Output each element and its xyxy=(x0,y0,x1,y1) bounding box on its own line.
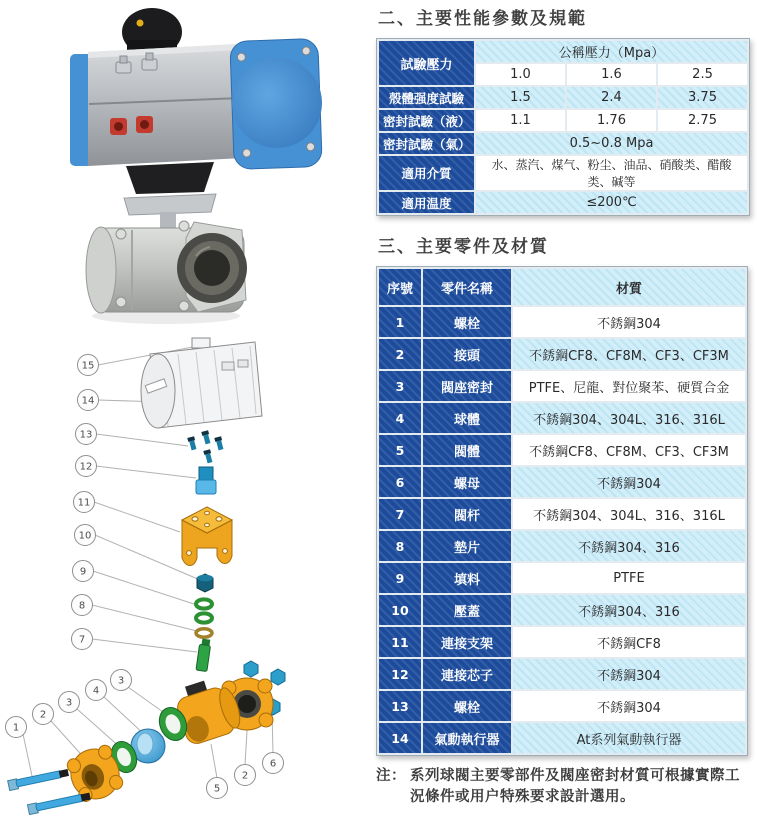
table-row xyxy=(379,627,745,657)
footnote xyxy=(376,766,748,808)
row-no: 5 xyxy=(379,435,421,465)
temperature-label: 適用温度 xyxy=(379,192,474,213)
svg-text:10: 10 xyxy=(78,530,92,542)
shell-test-value-2: 2.4 xyxy=(567,87,656,108)
row-material: 不銹鋼CF8、CF8M、CF3、CF3M xyxy=(513,339,745,369)
seal-liquid-value-1: 1.1 xyxy=(476,110,565,131)
svg-text:8: 8 xyxy=(78,600,86,612)
row-name: 氣動執行器 xyxy=(423,723,511,753)
shell-test-value-3: 3.75 xyxy=(658,87,747,108)
table-row xyxy=(379,499,745,529)
balloon-7 xyxy=(72,629,93,650)
row-no: 12 xyxy=(379,659,421,689)
svg-text:5: 5 xyxy=(213,783,221,795)
stem-part-7 xyxy=(196,638,211,671)
shell-test-label: 殼體强度試驗 xyxy=(379,87,474,108)
row-material: PTFE、尼龍、對位聚苯、硬質合金 xyxy=(513,371,745,401)
row-name: 閥杆 xyxy=(423,499,511,529)
stem-adapter-part-12 xyxy=(196,467,216,494)
table-row xyxy=(379,403,745,433)
seal-gas-value: 0.5~0.8 Mpa xyxy=(476,133,747,154)
pressure-col-3: 2.5 xyxy=(658,64,747,85)
svg-text:3: 3 xyxy=(65,697,73,709)
cap-screw xyxy=(306,143,314,151)
table-row xyxy=(379,723,745,753)
valve-photo xyxy=(0,0,372,330)
cap-screw xyxy=(243,149,251,157)
body-bolt xyxy=(116,229,126,239)
pressure-col-2: 1.6 xyxy=(567,64,656,85)
row-name: 閥體 xyxy=(423,435,511,465)
footnote-label: 注： xyxy=(376,768,406,784)
svg-text:3: 3 xyxy=(117,675,125,687)
row-material: PTFE xyxy=(513,563,745,593)
actuator-body xyxy=(70,44,243,166)
balloon-2-right xyxy=(235,765,256,786)
table-row xyxy=(379,371,745,401)
table-row xyxy=(379,691,745,721)
table-row xyxy=(379,659,745,689)
air-inlet-part-15 xyxy=(192,338,210,348)
balloon-1 xyxy=(6,717,27,738)
body-bolt xyxy=(179,301,189,311)
footnote-text: 系列球閥主要零部件及閥座密封材質可根據實際工況條件或用户特殊要求設計選用。 xyxy=(410,768,740,806)
row-name: 螺栓 xyxy=(423,307,511,337)
exploded-diagram xyxy=(0,334,372,830)
test-pressure-corner: 試驗壓力 xyxy=(379,41,474,85)
row-name: 連接芯子 xyxy=(423,659,511,689)
row-material: 不銹鋼304 xyxy=(513,307,745,337)
row-material: 不銹鋼CF8 xyxy=(513,627,745,657)
svg-text:4: 4 xyxy=(92,685,100,697)
seal-liquid-label: 密封試驗（液） xyxy=(379,110,474,131)
media-label: 適用介質 xyxy=(379,156,474,190)
svg-text:7: 7 xyxy=(78,634,86,646)
row-no: 6 xyxy=(379,467,421,497)
balloon-12 xyxy=(76,456,97,477)
parts-table xyxy=(376,266,748,756)
row-material: 不銹鋼304、304L、316、316L xyxy=(513,499,745,529)
cap-screw xyxy=(302,47,310,55)
balloon-5 xyxy=(207,778,228,799)
svg-text:13: 13 xyxy=(79,429,93,441)
row-material: 不銹鋼304 xyxy=(513,659,745,689)
balloon-13 xyxy=(76,424,97,445)
balloon-6 xyxy=(263,753,284,774)
body-bolt xyxy=(116,297,126,307)
table-row xyxy=(379,467,745,497)
row-name: 閥座密封 xyxy=(423,371,511,401)
row-no: 9 xyxy=(379,563,421,593)
row-no: 4 xyxy=(379,403,421,433)
washer-part-8 xyxy=(196,629,212,637)
performance-section-title: 二、主要性能參數及規範 xyxy=(378,9,587,29)
row-no: 3 xyxy=(379,371,421,401)
row-name: 填料 xyxy=(423,563,511,593)
svg-text:6: 6 xyxy=(269,758,277,770)
table-row xyxy=(379,563,745,593)
table-row xyxy=(379,435,745,465)
row-no: 7 xyxy=(379,499,421,529)
row-material: At系列氣動執行器 xyxy=(513,723,745,753)
valve-body xyxy=(86,221,247,324)
balloon-9 xyxy=(73,561,94,582)
row-material: 不銹鋼304、304L、316、316L xyxy=(513,403,745,433)
gland-part-10 xyxy=(197,574,213,592)
col-header-material: 材質 xyxy=(513,269,745,305)
screws-part-13 xyxy=(187,430,224,463)
row-no: 14 xyxy=(379,723,421,753)
svg-text:12: 12 xyxy=(79,461,93,473)
svg-text:1: 1 xyxy=(12,722,20,734)
balloon-2-left xyxy=(33,704,54,725)
balloon-3-right xyxy=(111,670,132,691)
balloon-3-left xyxy=(59,692,80,713)
row-material: 不銹鋼304、316 xyxy=(513,531,745,561)
table-row xyxy=(379,531,745,561)
row-no: 2 xyxy=(379,339,421,369)
mount-bracket xyxy=(124,162,216,228)
seal-liquid-value-2: 1.76 xyxy=(567,110,656,131)
nominal-pressure-header: 公稱壓力（Mpa） xyxy=(476,41,747,62)
svg-text:11: 11 xyxy=(77,497,91,509)
table-row xyxy=(379,339,745,369)
seal-liquid-value-3: 2.75 xyxy=(658,110,747,131)
row-no: 10 xyxy=(379,595,421,625)
indicator-dot xyxy=(137,20,144,27)
row-name: 墊片 xyxy=(423,531,511,561)
balloon-4 xyxy=(86,680,107,701)
actuator-drawing xyxy=(141,338,262,428)
row-no: 8 xyxy=(379,531,421,561)
row-no: 13 xyxy=(379,691,421,721)
row-material: 不銹鋼CF8、CF8M、CF3、CF3M xyxy=(513,435,745,465)
balloon-15 xyxy=(78,355,99,376)
col-header-name: 零件名稱 xyxy=(423,269,511,305)
row-name: 螺栓 xyxy=(423,691,511,721)
row-material: 不銹鋼304 xyxy=(513,467,745,497)
balloon-14 xyxy=(78,390,99,411)
svg-text:15: 15 xyxy=(81,360,95,372)
cap-screw xyxy=(237,53,245,61)
actuator-end-cap xyxy=(230,38,324,169)
svg-text:14: 14 xyxy=(81,395,95,407)
row-name: 球體 xyxy=(423,403,511,433)
row-material: 不銹鋼304、316 xyxy=(513,595,745,625)
table-row xyxy=(379,307,745,337)
svg-text:2: 2 xyxy=(39,709,47,721)
performance-table xyxy=(376,38,750,216)
temperature-value: ≤200℃ xyxy=(476,192,747,213)
right-column xyxy=(376,0,752,808)
parts-section-title: 三、主要零件及材質 xyxy=(378,237,549,257)
balloon-11 xyxy=(74,492,95,513)
table-row xyxy=(379,595,745,625)
balloon-8 xyxy=(72,595,93,616)
packing-part-9 xyxy=(196,599,212,622)
seal-gas-label: 密封試驗（氣） xyxy=(379,133,474,154)
shell-test-value-1: 1.5 xyxy=(476,87,565,108)
col-header-no: 序號 xyxy=(379,269,421,305)
row-name: 壓蓋 xyxy=(423,595,511,625)
row-name: 接頭 xyxy=(423,339,511,369)
row-name: 螺母 xyxy=(423,467,511,497)
row-material: 不銹鋼304 xyxy=(513,691,745,721)
row-no: 1 xyxy=(379,307,421,337)
bracket-part-11 xyxy=(182,507,232,566)
left-column xyxy=(0,0,372,830)
row-no: 11 xyxy=(379,627,421,657)
media-value: 水、蒸汽、煤气、粉尘、油品、硝酸类、醋酸类、碱等 xyxy=(476,156,747,190)
row-name: 連接支架 xyxy=(423,627,511,657)
svg-text:2: 2 xyxy=(241,770,249,782)
pressure-col-1: 1.0 xyxy=(476,64,565,85)
balloon-10 xyxy=(75,525,96,546)
svg-text:9: 9 xyxy=(79,566,87,578)
body-bolt xyxy=(179,221,189,231)
